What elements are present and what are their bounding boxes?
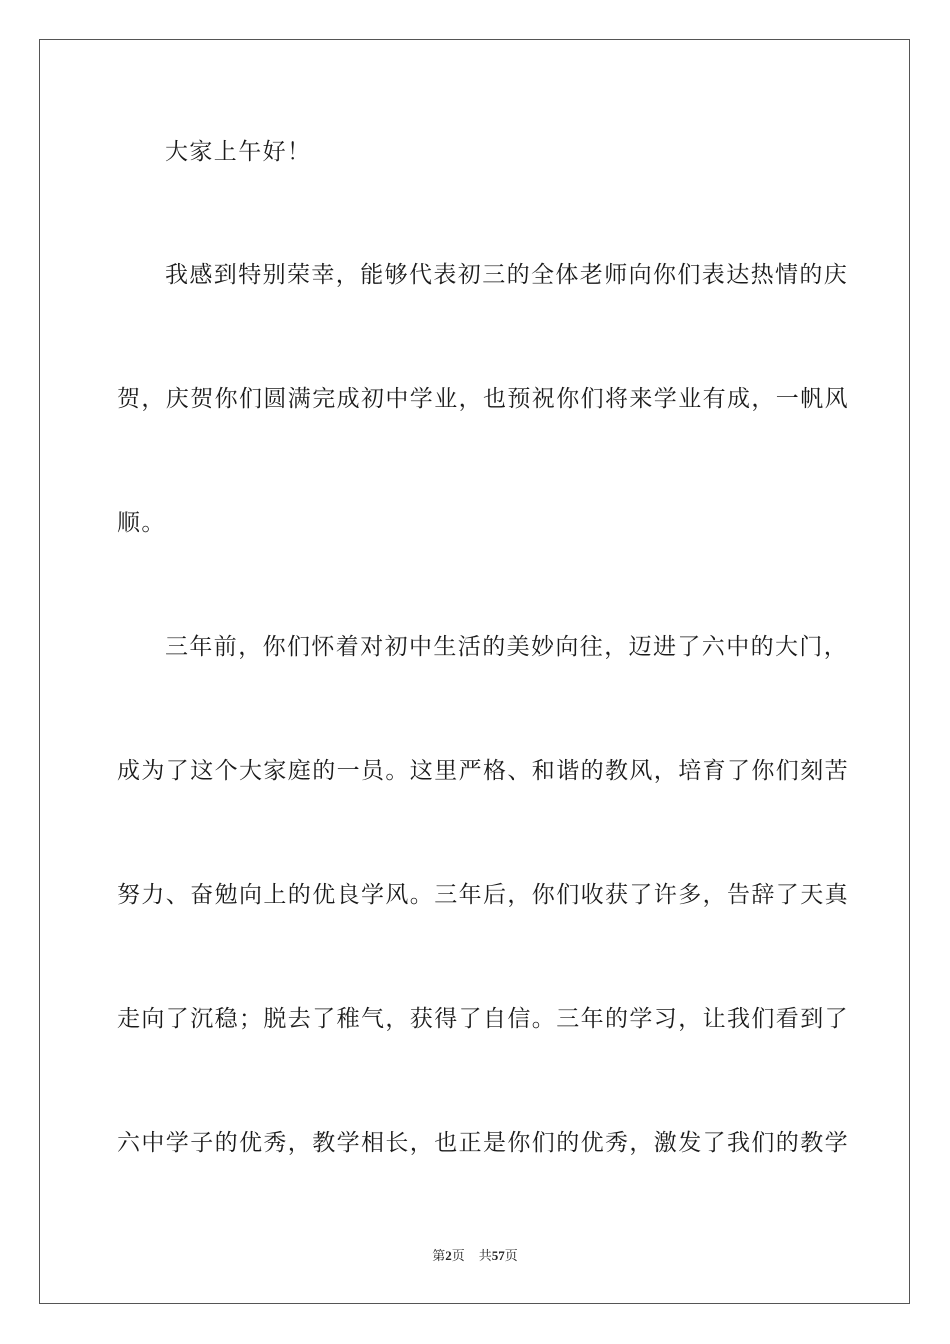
paragraph-2-line-1: 三年前，你们怀着对初中生活的美妙向往，迈进了六中的大门， — [165, 634, 849, 660]
current-page-number: 2 — [445, 1248, 452, 1263]
greeting-line: 大家上午好！ — [165, 139, 312, 165]
paragraph-1-line-2: 贺，庆贺你们圆满完成初中学业，也预祝你们将来学业有成，一帆风 — [117, 386, 849, 412]
paragraph-2-line-2: 成为了这个大家庭的一员。这里严格、和谐的教风，培育了你们刻苦 — [117, 758, 849, 784]
page-suffix: 页 — [451, 1249, 465, 1264]
paragraph-2-line-3: 努力、奋勉向上的优良学风。三年后，你们收获了许多，告辞了天真 — [117, 882, 849, 908]
paragraph-2-line-4: 走向了沉稳；脱去了稚气，获得了自信。三年的学习，让我们看到了 — [117, 1006, 849, 1032]
page-frame — [39, 39, 910, 1304]
paragraph-1-line-3: 顺。 — [117, 510, 166, 536]
page-footer — [0, 1247, 950, 1266]
total-prefix: 共 — [478, 1249, 492, 1264]
total-pages-number: 57 — [491, 1248, 505, 1263]
total-suffix: 页 — [504, 1249, 518, 1264]
paragraph-2-line-5: 六中学子的优秀，教学相长，也正是你们的优秀，激发了我们的教学 — [117, 1130, 849, 1156]
paragraph-1-line-1: 我感到特别荣幸，能够代表初三的全体老师向你们表达热情的庆 — [165, 262, 849, 288]
page-prefix: 第 — [432, 1249, 446, 1264]
